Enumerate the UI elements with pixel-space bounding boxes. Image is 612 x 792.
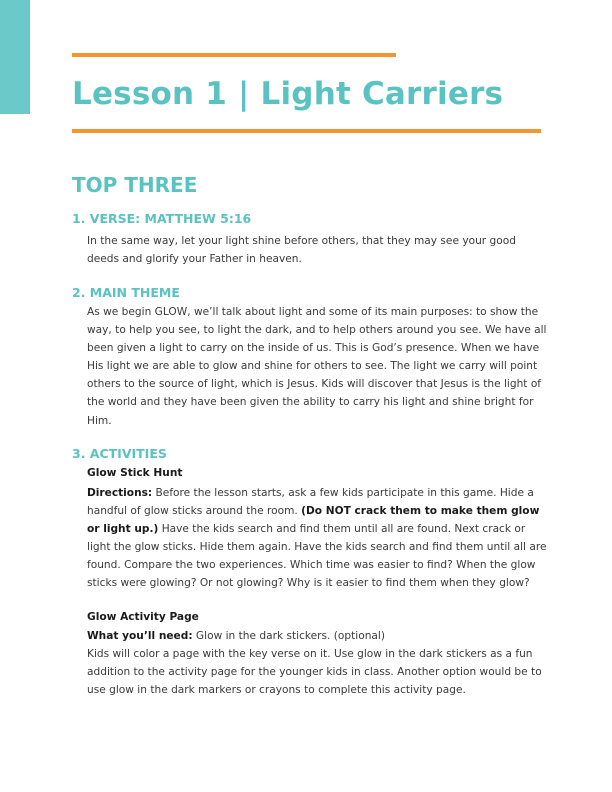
directions-label: Directions: bbox=[87, 487, 153, 499]
glow-stick-hunt-title: Glow Stick Hunt bbox=[87, 467, 183, 479]
directions-text-after: Have the kids search and find them until all are found. Next crack or light the glow sticks. Hide them again. Have the kids search and find them until all are found. Compare the two experiences. Which time was easier to find? When the glow sticks were glowing? Or not glowing? Why is it easier to find them when they glow? bbox=[87, 523, 547, 590]
directions-bold-note: (Do NOT crack them to make them glow or light up.) bbox=[87, 505, 540, 536]
glow-activity-page-text: Kids will color a page with the key verse on it. Use glow in the dark stickers as a fun addition to the activity page for the younger kids in class. Another option would be to use glow in the dark markers or crayons to complete this activity page. bbox=[87, 648, 542, 697]
section-title-top-three: TOP THREE bbox=[72, 173, 198, 197]
title-rule-bottom bbox=[72, 129, 541, 133]
need-label: What you’ll need: bbox=[87, 630, 193, 642]
directions-text-before: Before the lesson starts, ask a few kids participate in this game. Hide a handful of glow sticks around the room. bbox=[87, 487, 534, 518]
main-theme-heading: 2. MAIN THEME bbox=[72, 285, 180, 300]
verse-heading: 1. VERSE: MATTHEW 5:16 bbox=[72, 211, 252, 226]
glow-activity-page-title: Glow Activity Page bbox=[87, 611, 199, 623]
glow-activity-page-need bbox=[87, 627, 547, 645]
need-text: Glow in the dark stickers. (optional) bbox=[192, 630, 385, 642]
glow-stick-hunt-text bbox=[87, 484, 547, 593]
side-accent-tab bbox=[0, 0, 30, 114]
verse-text: In the same way, let your light shine before others, that they may see your good deeds and glorify your Father in heaven. bbox=[87, 235, 516, 266]
activities-heading: 3. ACTIVITIES bbox=[72, 446, 167, 461]
main-theme-text: As we begin GLOW, we’ll talk about light and some of its main purposes: to show the way, to help you see, to light the dark, and to help others around you see. We have all been given a light to carry on the inside of us. This is God’s presence. When we have His light we are able to glow and shine for others to see. The light we carry will point others to the source of light, which is Jesus. Kids will discover that Jesus is the light of the world and they have been given the ability to carry his light and shine bright for Him. bbox=[87, 306, 547, 427]
title-rule-top bbox=[72, 53, 396, 57]
page-title: Lesson 1 | Light Carriers bbox=[72, 76, 504, 112]
